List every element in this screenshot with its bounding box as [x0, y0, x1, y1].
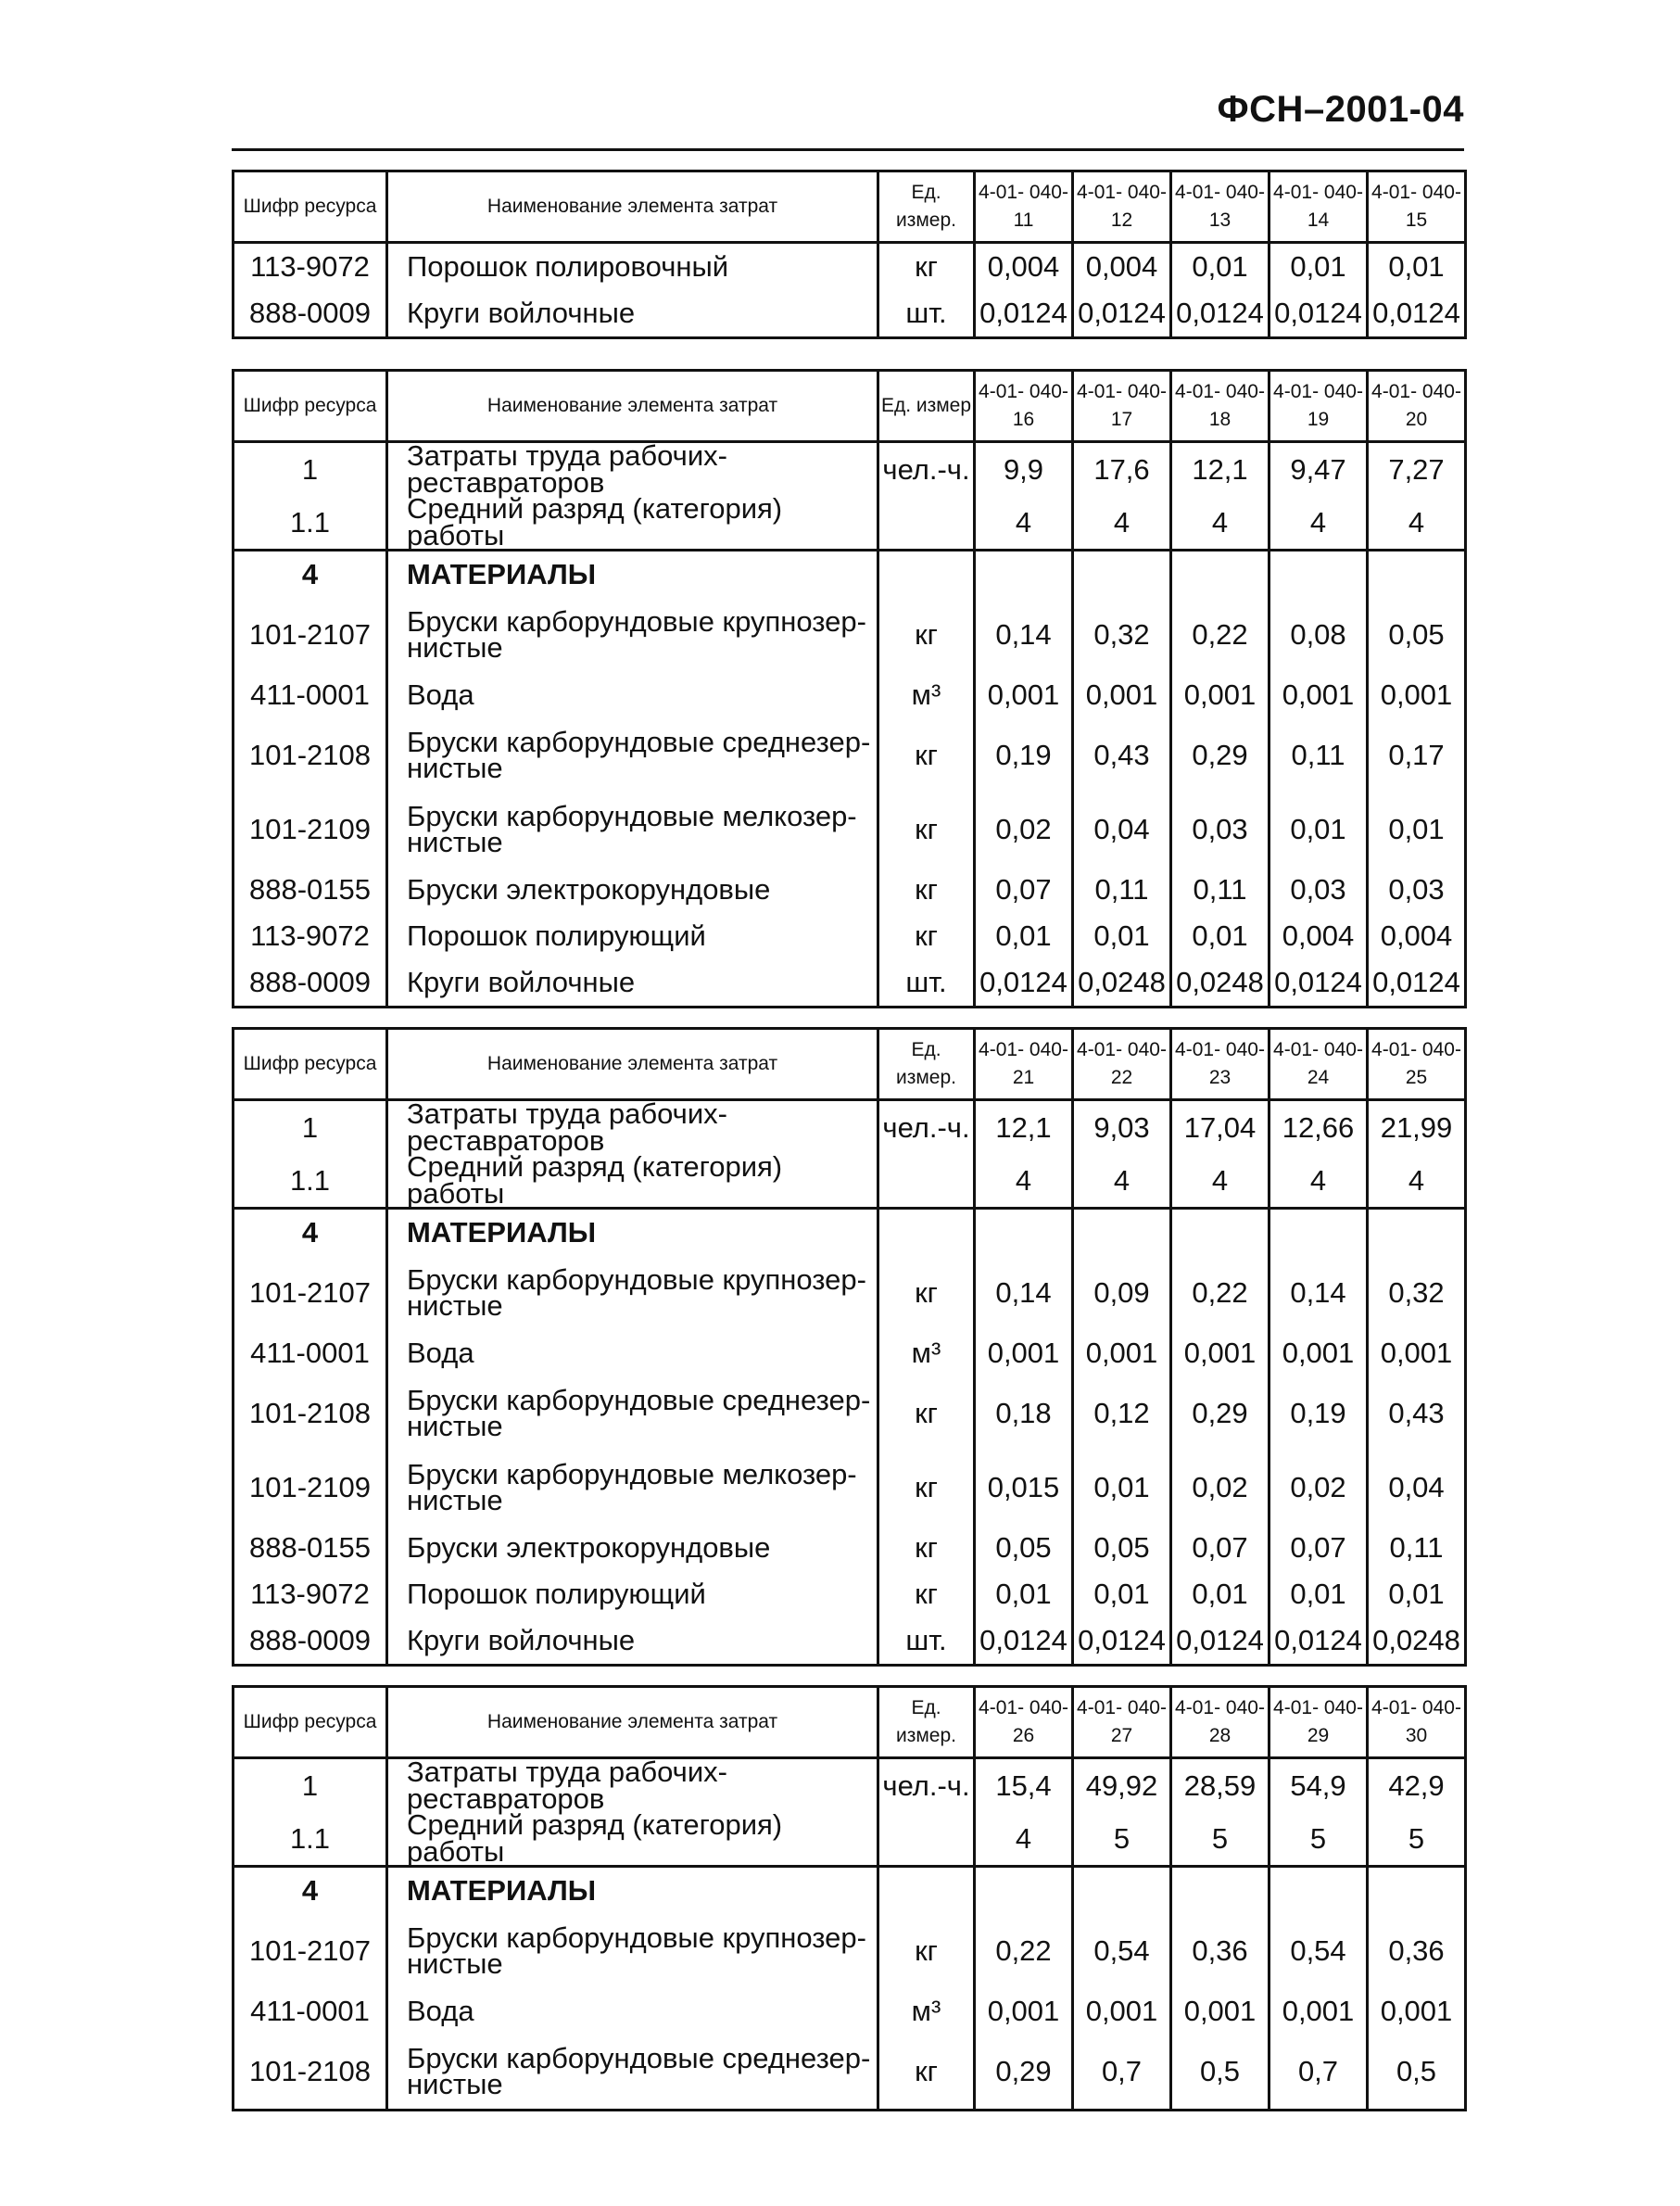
norm-value: 0,05	[975, 1525, 1073, 1571]
norm-value: 0,004	[975, 243, 1073, 291]
norm-value: 0,14	[975, 598, 1073, 672]
resource-code: 1	[234, 1758, 387, 1813]
norm-value: 0,001	[975, 672, 1073, 718]
cost-element-name: Бруски карборундовые крупнозер-нистые	[387, 1256, 878, 1330]
norm-value: 0,0124	[1171, 1617, 1269, 1666]
section-row	[234, 1209, 1466, 1257]
norm-value: 0,0124	[1368, 290, 1466, 338]
norm-value: 9,47	[1269, 442, 1368, 497]
cost-element-name: Вода	[387, 1988, 878, 2035]
column-header-norm: 4-01- 040-12	[1073, 171, 1171, 243]
resource-code: 101-2107	[234, 1256, 387, 1330]
table-row	[234, 290, 1466, 338]
unit-of-measure: кг	[878, 913, 975, 959]
cost-element-name: Затраты труда рабочих-реставраторов	[387, 1758, 878, 1813]
table-row	[234, 496, 1466, 551]
norm-value: 0,04	[1073, 792, 1171, 867]
norm-value: 4	[975, 1154, 1073, 1209]
norm-value: 0,004	[1368, 913, 1466, 959]
table-row	[234, 718, 1466, 792]
norm-value	[1269, 1209, 1368, 1257]
norm-value: 0,11	[1073, 867, 1171, 913]
table-row	[234, 243, 1466, 291]
column-header-name: Наименование элемента затрат	[387, 1687, 878, 1758]
norm-value: 0,01	[1368, 243, 1466, 291]
norm-value: 0,11	[1368, 1525, 1466, 1571]
resource-code: 101-2107	[234, 1914, 387, 1988]
norm-value: 0,01	[975, 1571, 1073, 1617]
norm-value: 17,6	[1073, 442, 1171, 497]
table-row	[234, 1914, 1466, 1988]
norm-value: 9,03	[1073, 1100, 1171, 1155]
norm-value: 0,004	[1073, 243, 1171, 291]
norm-value: 0,0124	[975, 959, 1073, 1008]
norm-value: 0,14	[975, 1256, 1073, 1330]
norm-value: 15,4	[975, 1758, 1073, 1813]
norm-value: 12,66	[1269, 1100, 1368, 1155]
norm-value: 21,99	[1368, 1100, 1466, 1155]
table-row	[234, 959, 1466, 1008]
cost-element-name: Бруски карборундовые среднезер-нистые	[387, 718, 878, 792]
norm-value	[1171, 1209, 1269, 1257]
norm-value: 0,5	[1171, 2035, 1269, 2111]
norm-value: 0,001	[1269, 1330, 1368, 1376]
unit-of-measure: кг	[878, 1256, 975, 1330]
norm-value: 0,01	[1269, 1571, 1368, 1617]
unit-of-measure: шт.	[878, 959, 975, 1008]
norm-value: 0,32	[1368, 1256, 1466, 1330]
column-header-unit: Ед. измер.	[878, 1687, 975, 1758]
norm-value: 0,01	[1171, 243, 1269, 291]
resource-code: 101-2109	[234, 1451, 387, 1525]
table-row	[234, 1376, 1466, 1451]
table-row	[234, 867, 1466, 913]
column-header-norm: 4-01- 040-18	[1171, 371, 1269, 442]
table-row	[234, 1571, 1466, 1617]
norm-value: 0,001	[1073, 672, 1171, 718]
cost-element-name: Вода	[387, 672, 878, 718]
norm-value	[1368, 1209, 1466, 1257]
norm-value: 0,32	[1073, 598, 1171, 672]
cost-element-name: Вода	[387, 1330, 878, 1376]
table-row	[234, 2035, 1466, 2111]
norm-value: 42,9	[1368, 1758, 1466, 1813]
norm-value: 0,43	[1368, 1376, 1466, 1451]
column-header-code: Шифр ресурса	[234, 1687, 387, 1758]
norm-value: 0,001	[1368, 1330, 1466, 1376]
cost-element-name: Средний разряд (категория) работы	[387, 1812, 878, 1867]
unit-of-measure: чел.-ч.	[878, 1758, 975, 1813]
norm-value	[975, 1209, 1073, 1257]
norm-value: 0,36	[1368, 1914, 1466, 1988]
norm-value: 0,03	[1269, 867, 1368, 913]
resource-code: 888-0009	[234, 1617, 387, 1666]
norm-value: 12,1	[975, 1100, 1073, 1155]
table-row	[234, 1525, 1466, 1571]
table-row	[234, 1100, 1466, 1155]
column-header-norm: 4-01- 040-21	[975, 1029, 1073, 1100]
resource-code: 888-0155	[234, 867, 387, 913]
norm-value: 0,05	[1073, 1525, 1171, 1571]
table-row	[234, 442, 1466, 497]
column-header-norm: 4-01- 040-17	[1073, 371, 1171, 442]
column-header-norm: 4-01- 040-20	[1368, 371, 1466, 442]
cost-element-name: Бруски электрокорундовые	[387, 867, 878, 913]
norm-table-3	[232, 1027, 1467, 1667]
norm-value: 0,01	[1269, 243, 1368, 291]
column-header-norm: 4-01- 040-26	[975, 1687, 1073, 1758]
cost-element-name: Бруски карборундовые мелкозер-нистые	[387, 792, 878, 867]
column-header-norm: 4-01- 040-14	[1269, 171, 1368, 243]
norm-value: 0,0124	[1368, 959, 1466, 1008]
norm-value: 0,43	[1073, 718, 1171, 792]
norm-value: 0,0124	[975, 290, 1073, 338]
norm-value: 49,92	[1073, 1758, 1171, 1813]
column-header-code: Шифр ресурса	[234, 171, 387, 243]
cost-element-name: Круги войлочные	[387, 1617, 878, 1666]
column-header-norm: 4-01- 040-27	[1073, 1687, 1171, 1758]
norm-value: 0,22	[975, 1914, 1073, 1988]
unit-of-measure	[878, 551, 975, 599]
norm-value: 0,07	[975, 867, 1073, 913]
column-header-norm: 4-01- 040-16	[975, 371, 1073, 442]
norm-value: 5	[1073, 1812, 1171, 1867]
resource-code: 411-0001	[234, 1988, 387, 2035]
resource-code: 4	[234, 551, 387, 599]
norm-value: 0,01	[1269, 792, 1368, 867]
norm-value: 0,01	[1073, 1571, 1171, 1617]
cost-element-name: Средний разряд (категория) работы	[387, 496, 878, 551]
norm-value: 4	[975, 496, 1073, 551]
norm-value: 7,27	[1368, 442, 1466, 497]
cost-element-name: Бруски карборундовые среднезер-нистые	[387, 2035, 878, 2111]
column-header-name: Наименование элемента затрат	[387, 371, 878, 442]
column-header-norm: 4-01- 040-23	[1171, 1029, 1269, 1100]
unit-of-measure: кг	[878, 867, 975, 913]
header-row	[234, 1029, 1466, 1100]
norm-value: 0,001	[1171, 1988, 1269, 2035]
unit-of-measure	[878, 1867, 975, 1915]
norm-value: 0,0248	[1171, 959, 1269, 1008]
table-row	[234, 1330, 1466, 1376]
norm-value: 0,36	[1171, 1914, 1269, 1988]
norm-value	[1269, 551, 1368, 599]
column-header-norm: 4-01- 040-24	[1269, 1029, 1368, 1100]
resource-code: 888-0009	[234, 290, 387, 338]
cost-element-name: Бруски карборундовые мелкозер-нистые	[387, 1451, 878, 1525]
resource-code: 101-2108	[234, 1376, 387, 1451]
norm-value: 0,015	[975, 1451, 1073, 1525]
norm-value: 0,54	[1269, 1914, 1368, 1988]
unit-of-measure: м³	[878, 672, 975, 718]
norm-value: 0,17	[1368, 718, 1466, 792]
norm-value: 0,29	[975, 2035, 1073, 2111]
norm-value: 4	[1171, 1154, 1269, 1209]
unit-of-measure: шт.	[878, 1617, 975, 1666]
norm-value	[1368, 551, 1466, 599]
resource-code: 4	[234, 1209, 387, 1257]
resource-code: 101-2108	[234, 2035, 387, 2111]
norm-value	[1073, 1209, 1171, 1257]
norm-value: 0,22	[1171, 1256, 1269, 1330]
norm-value: 0,0248	[1073, 959, 1171, 1008]
norm-value: 0,02	[1269, 1451, 1368, 1525]
norm-value: 0,29	[1171, 1376, 1269, 1451]
norm-value: 0,001	[1368, 1988, 1466, 2035]
unit-of-measure: м³	[878, 1988, 975, 2035]
norm-value: 0,54	[1073, 1914, 1171, 1988]
norm-value: 0,0124	[1171, 290, 1269, 338]
header-row	[234, 1687, 1466, 1758]
norm-value: 0,01	[1368, 792, 1466, 867]
cost-element-name: Бруски карборундовые крупнозер-нистые	[387, 598, 878, 672]
table-row	[234, 913, 1466, 959]
column-header-norm: 4-01- 040-11	[975, 171, 1073, 243]
unit-of-measure	[878, 1812, 975, 1867]
norm-value: 4	[1073, 1154, 1171, 1209]
norm-value: 0,09	[1073, 1256, 1171, 1330]
resource-code: 101-2107	[234, 598, 387, 672]
table-row	[234, 1451, 1466, 1525]
cost-element-name: Затраты труда рабочих-реставраторов	[387, 1100, 878, 1155]
unit-of-measure: м³	[878, 1330, 975, 1376]
norm-value	[1073, 551, 1171, 599]
norm-value: 0,03	[1368, 867, 1466, 913]
norm-value: 0,001	[1368, 672, 1466, 718]
norm-value	[1171, 551, 1269, 599]
section-row	[234, 551, 1466, 599]
column-header-norm: 4-01- 040-22	[1073, 1029, 1171, 1100]
unit-of-measure: шт.	[878, 290, 975, 338]
norm-value: 0,5	[1368, 2035, 1466, 2111]
resource-code: 1	[234, 442, 387, 497]
unit-of-measure: кг	[878, 1451, 975, 1525]
norm-value: 5	[1171, 1812, 1269, 1867]
norm-value: 0,001	[1073, 1988, 1171, 2035]
unit-of-measure: чел.-ч.	[878, 1100, 975, 1155]
unit-of-measure: кг	[878, 1525, 975, 1571]
norm-value: 0,04	[1368, 1451, 1466, 1525]
norm-value: 0,01	[1171, 913, 1269, 959]
cost-element-name: Средний разряд (категория) работы	[387, 1154, 878, 1209]
norm-value: 0,08	[1269, 598, 1368, 672]
norm-value	[1171, 1867, 1269, 1915]
column-header-unit: Ед. измер	[878, 371, 975, 442]
cost-element-name: Бруски электрокорундовые	[387, 1525, 878, 1571]
column-header-name: Наименование элемента затрат	[387, 171, 878, 243]
cost-element-name: Порошок полирующий	[387, 1571, 878, 1617]
norm-value	[1073, 1867, 1171, 1915]
norm-value: 0,0124	[1073, 1617, 1171, 1666]
unit-of-measure: кг	[878, 598, 975, 672]
norm-value: 0,07	[1171, 1525, 1269, 1571]
column-header-norm: 4-01- 040-19	[1269, 371, 1368, 442]
cost-element-name: Круги войлочные	[387, 290, 878, 338]
table-row	[234, 1154, 1466, 1209]
resource-code: 1	[234, 1100, 387, 1155]
header-row	[234, 371, 1466, 442]
cost-element-name: Бруски карборундовые среднезер-нистые	[387, 1376, 878, 1451]
table-row	[234, 672, 1466, 718]
norm-value: 0,0248	[1368, 1617, 1466, 1666]
norm-value: 5	[1368, 1812, 1466, 1867]
unit-of-measure: кг	[878, 792, 975, 867]
norm-value: 4	[1368, 496, 1466, 551]
resource-code: 113-9072	[234, 243, 387, 291]
norm-table-4	[232, 1685, 1467, 2111]
norm-value: 54,9	[1269, 1758, 1368, 1813]
norm-value: 0,12	[1073, 1376, 1171, 1451]
norm-value: 0,01	[975, 913, 1073, 959]
norm-value: 5	[1269, 1812, 1368, 1867]
cost-element-name: Затраты труда рабочих-реставраторов	[387, 442, 878, 497]
norm-value: 0,001	[975, 1988, 1073, 2035]
norm-value: 0,0124	[1269, 290, 1368, 338]
unit-of-measure	[878, 496, 975, 551]
column-header-unit: Ед. измер.	[878, 1029, 975, 1100]
norm-value: 0,02	[1171, 1451, 1269, 1525]
cost-element-name: МАТЕРИАЛЫ	[387, 551, 878, 599]
norm-value: 0,0124	[1073, 290, 1171, 338]
resource-code: 888-0155	[234, 1525, 387, 1571]
header-rule	[232, 148, 1464, 151]
resource-code: 1.1	[234, 1812, 387, 1867]
norm-value: 4	[1171, 496, 1269, 551]
norm-value: 0,01	[1171, 1571, 1269, 1617]
resource-code: 1.1	[234, 496, 387, 551]
norm-value: 0,11	[1171, 867, 1269, 913]
norm-value: 0,01	[1368, 1571, 1466, 1617]
norm-value: 0,19	[1269, 1376, 1368, 1451]
unit-of-measure: кг	[878, 1376, 975, 1451]
cost-element-name: МАТЕРИАЛЫ	[387, 1209, 878, 1257]
table-row	[234, 1617, 1466, 1666]
norm-value: 0,001	[1171, 1330, 1269, 1376]
norm-value: 12,1	[1171, 442, 1269, 497]
norm-value: 0,7	[1073, 2035, 1171, 2111]
cost-element-name: МАТЕРИАЛЫ	[387, 1867, 878, 1915]
norm-table-1	[232, 170, 1467, 339]
resource-code: 113-9072	[234, 913, 387, 959]
table-row	[234, 792, 1466, 867]
column-header-norm: 4-01- 040-29	[1269, 1687, 1368, 1758]
norm-value: 0,0124	[975, 1617, 1073, 1666]
table-row	[234, 1988, 1466, 2035]
norm-value: 0,001	[1073, 1330, 1171, 1376]
section-row	[234, 1867, 1466, 1915]
norm-value: 4	[975, 1812, 1073, 1867]
unit-of-measure: чел.-ч.	[878, 442, 975, 497]
norm-value: 0,18	[975, 1376, 1073, 1451]
column-header-unit: Ед. измер.	[878, 171, 975, 243]
norm-value: 0,001	[1171, 672, 1269, 718]
header-row	[234, 171, 1466, 243]
unit-of-measure: кг	[878, 1571, 975, 1617]
unit-of-measure	[878, 1154, 975, 1209]
unit-of-measure	[878, 1209, 975, 1257]
norm-value: 0,01	[1073, 1451, 1171, 1525]
resource-code: 1.1	[234, 1154, 387, 1209]
unit-of-measure: кг	[878, 2035, 975, 2111]
column-header-name: Наименование элемента затрат	[387, 1029, 878, 1100]
norm-value: 0,19	[975, 718, 1073, 792]
table-row	[234, 1758, 1466, 1813]
resource-code: 411-0001	[234, 672, 387, 718]
norm-value: 4	[1269, 496, 1368, 551]
resource-code: 113-9072	[234, 1571, 387, 1617]
norm-value: 0,05	[1368, 598, 1466, 672]
norm-table-2	[232, 369, 1467, 1008]
table-row	[234, 1812, 1466, 1867]
norm-value: 0,004	[1269, 913, 1368, 959]
norm-value: 4	[1368, 1154, 1466, 1209]
resource-code: 411-0001	[234, 1330, 387, 1376]
norm-value	[975, 551, 1073, 599]
norm-value	[975, 1867, 1073, 1915]
table-row	[234, 598, 1466, 672]
norm-value: 4	[1073, 496, 1171, 551]
norm-value: 0,001	[1269, 1988, 1368, 2035]
norm-value: 9,9	[975, 442, 1073, 497]
norm-value: 0,29	[1171, 718, 1269, 792]
resource-code: 4	[234, 1867, 387, 1915]
unit-of-measure: кг	[878, 718, 975, 792]
norm-value: 0,14	[1269, 1256, 1368, 1330]
norm-value	[1269, 1867, 1368, 1915]
norm-value	[1368, 1867, 1466, 1915]
norm-value: 0,01	[1073, 913, 1171, 959]
unit-of-measure: кг	[878, 243, 975, 291]
norm-value: 4	[1269, 1154, 1368, 1209]
document-code: ФСН–2001-04	[1217, 89, 1464, 130]
cost-element-name: Порошок полировочный	[387, 243, 878, 291]
column-header-norm: 4-01- 040-25	[1368, 1029, 1466, 1100]
resource-code: 101-2108	[234, 718, 387, 792]
norm-value: 0,001	[1269, 672, 1368, 718]
column-header-norm: 4-01- 040-28	[1171, 1687, 1269, 1758]
column-header-code: Шифр ресурса	[234, 371, 387, 442]
norm-value: 0,07	[1269, 1525, 1368, 1571]
norm-value: 0,0124	[1269, 1617, 1368, 1666]
column-header-code: Шифр ресурса	[234, 1029, 387, 1100]
resource-code: 888-0009	[234, 959, 387, 1008]
column-header-norm: 4-01- 040-15	[1368, 171, 1466, 243]
resource-code: 101-2109	[234, 792, 387, 867]
unit-of-measure: кг	[878, 1914, 975, 1988]
norm-value: 0,11	[1269, 718, 1368, 792]
norm-value: 0,7	[1269, 2035, 1368, 2111]
cost-element-name: Круги войлочные	[387, 959, 878, 1008]
norm-value: 0,03	[1171, 792, 1269, 867]
cost-element-name: Бруски карборундовые крупнозер-нистые	[387, 1914, 878, 1988]
norm-value: 0,22	[1171, 598, 1269, 672]
norm-value: 0,02	[975, 792, 1073, 867]
cost-element-name: Порошок полирующий	[387, 913, 878, 959]
norm-value: 17,04	[1171, 1100, 1269, 1155]
column-header-norm: 4-01- 040-13	[1171, 171, 1269, 243]
column-header-norm: 4-01- 040-30	[1368, 1687, 1466, 1758]
norm-value: 0,001	[975, 1330, 1073, 1376]
table-row	[234, 1256, 1466, 1330]
norm-value: 28,59	[1171, 1758, 1269, 1813]
norm-value: 0,0124	[1269, 959, 1368, 1008]
